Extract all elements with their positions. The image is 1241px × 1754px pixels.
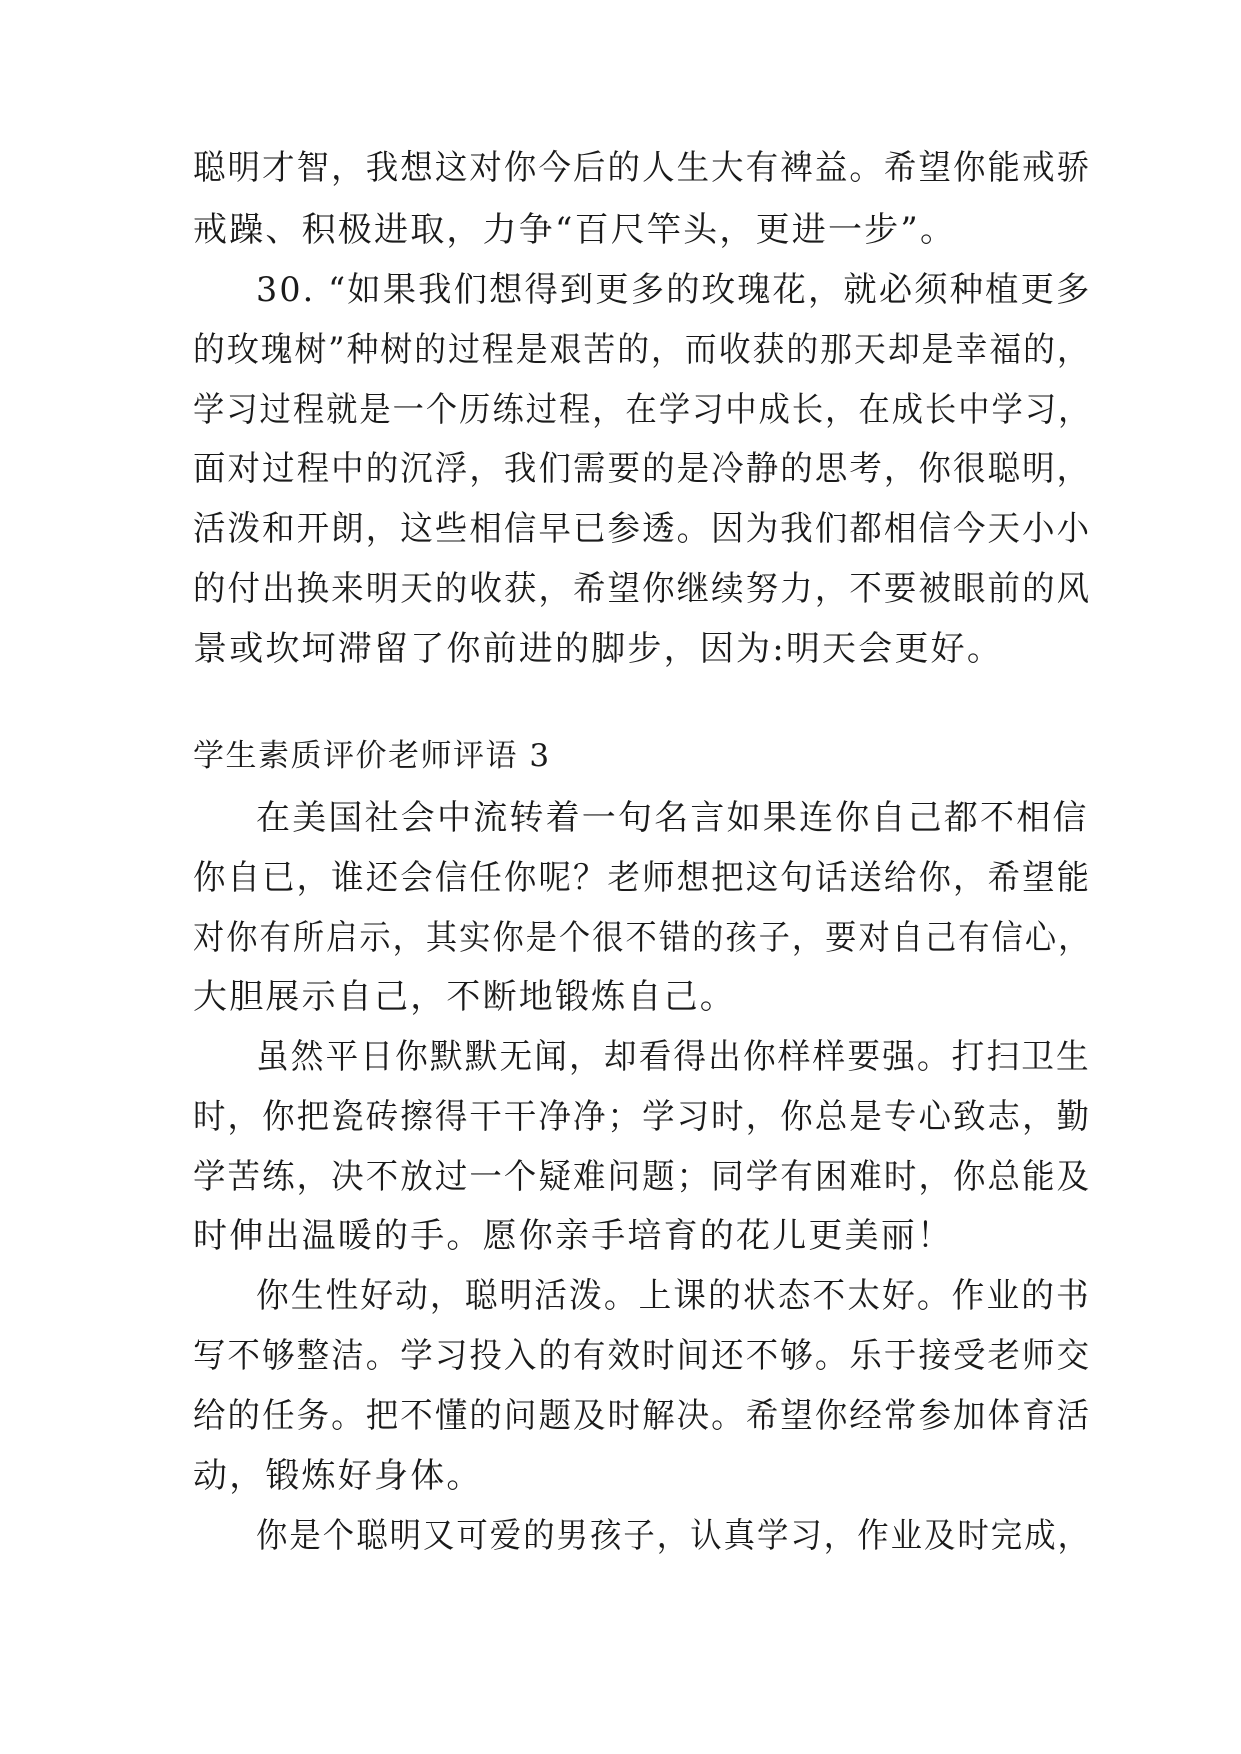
paragraph-line: 大胆展示自己，不断地锻炼自己。	[193, 977, 736, 1017]
paragraph-line: 给的任务。把不懂的问题及时解决。希望你经常参加体育活	[193, 1396, 1092, 1436]
paragraph-line: 你自已，谁还会信任你呢？老师想把这句话送给你，希望能	[193, 858, 1092, 898]
paragraph-line: 景或坎坷滞留了你前进的脚步，因为:明天会更好。	[193, 629, 1004, 669]
paragraph-line: 的玫瑰树”种树的过程是艰苦的，而收获的那天却是幸福的，	[193, 330, 1091, 370]
section-heading: 学生素质评价老师评语 3	[193, 738, 551, 774]
paragraph-line: 30. “如果我们想得到更多的玫瑰花，就必须种植更多	[256, 270, 1092, 310]
paragraph-line: 戒躁、积极进取，力争“百尺竿头，更进一步”。	[193, 210, 957, 250]
paragraph-line: 学习过程就是一个历练过程，在学习中成长，在成长中学习，	[193, 390, 1092, 430]
paragraph-line: 活泼和开朗，这些相信早已参透。因为我们都相信今天小小	[193, 509, 1092, 549]
paragraph-line: 面对过程中的沉浮，我们需要的是冷静的思考，你很聪明，	[193, 449, 1092, 489]
paragraph-line: 时伸出温暖的手。愿你亲手培育的花儿更美丽！	[193, 1216, 954, 1256]
paragraph-line: 聪明才智，我想这对你今后的人生大有裨益。希望你能戒骄	[193, 148, 1092, 188]
paragraph-line: 写不够整洁。学习投入的有效时间还不够。乐于接受老师交	[193, 1336, 1092, 1376]
paragraph-line: 你是个聪明又可爱的男孩子，认真学习，作业及时完成，	[256, 1516, 1091, 1556]
paragraph-line: 对你有所启示，其实你是个很不错的孩子，要对自己有信心，	[193, 918, 1092, 958]
paragraph-line: 动，锻炼好身体。	[193, 1456, 483, 1496]
paragraph-line: 在美国社会中流转着一句名言如果连你自己都不相信	[256, 798, 1089, 838]
paragraph-line: 的付出换来明天的收获，希望你继续努力，不要被眼前的风	[193, 569, 1092, 609]
paragraph-line: 虽然平日你默默无闻，却看得出你样样要强。打扫卫生	[256, 1037, 1091, 1077]
paragraph-line: 时，你把瓷砖擦得干干净净；学习时，你总是专心致志，勤	[193, 1097, 1092, 1137]
paragraph-line: 你生性好动，聪明活泼。上课的状态不太好。作业的书	[256, 1276, 1091, 1316]
paragraph-line: 学苦练，决不放过一个疑难问题；同学有困难时，你总能及	[193, 1157, 1092, 1197]
